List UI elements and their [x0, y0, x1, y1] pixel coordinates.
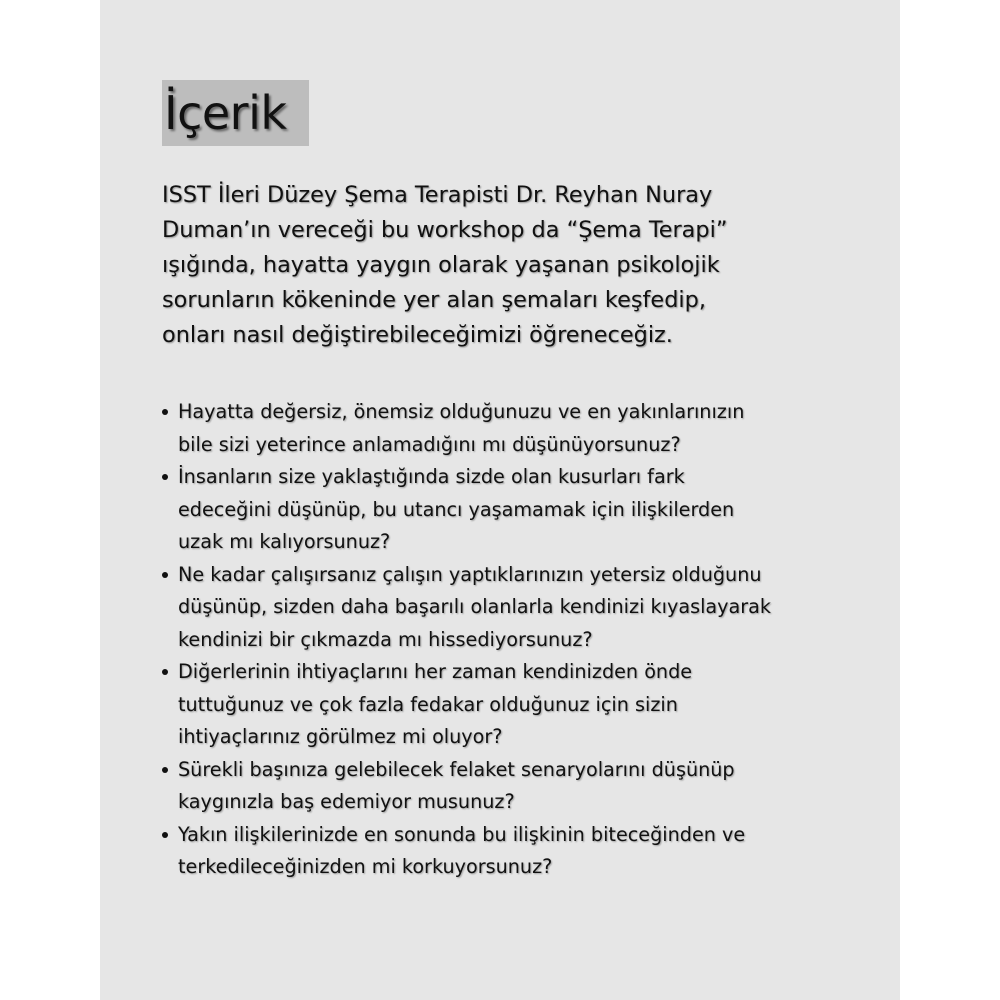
bullet-dot-icon: [162, 767, 168, 773]
list-item-line: düşünüp, sizden daha başarılı olanlarla kendinizi kıyaslayarak: [178, 595, 772, 618]
bullet-dot-icon: [162, 409, 168, 415]
bullet-dot-icon: [162, 832, 168, 838]
list-item: [162, 461, 882, 559]
bullet-dot-icon: [162, 572, 168, 578]
intro-line: onları nasıl değiştirebileceğimizi öğreneceğiz.: [162, 322, 673, 348]
intro-line: Duman’ın vereceği bu workshop da “Şema Terapi”: [162, 217, 728, 243]
list-item-line: kendinizi bir çıkmazda mı hissediyorsunuz?: [178, 627, 593, 651]
intro-line: sorunların kökeninde yer alan şemaları keşfedip,: [162, 287, 706, 313]
list-item: [162, 754, 882, 819]
list-item: [162, 819, 882, 884]
list-item: [162, 656, 882, 754]
list-item-line: tuttuğunuz ve çok fazla fedakar olduğunuz için sizin: [178, 692, 678, 716]
page-title: İçerik: [164, 86, 287, 140]
list-item-line: uzak mı kalıyorsunuz?: [178, 530, 391, 553]
intro-line: ISST İleri Düzey Şema Terapisti Dr. Reyhan Nuray: [162, 182, 713, 208]
intro-line: ışığında, hayatta yaygın olarak yaşanan psikolojik: [162, 252, 720, 278]
list-item-line: Ne kadar çalışırsanız çalışın yaptıklarınızın yetersiz olduğunu: [178, 562, 762, 586]
document-page: [100, 0, 900, 1000]
list-item-line: ihtiyaçlarınız görülmez mi oluyor?: [178, 725, 503, 748]
bullet-dot-icon: [162, 669, 168, 675]
intro-paragraph: [162, 178, 862, 353]
list-item-line: Diğerlerinin ihtiyaçlarını her zaman kendinizden önde: [178, 660, 693, 683]
bullet-list: [162, 396, 882, 884]
list-item: [162, 396, 882, 461]
list-item-line: edeceğini düşünüp, bu utancı yaşamamak için ilişkilerden: [178, 497, 735, 521]
list-item-line: bile sizi yeterince anlamadığını mı düşünüyorsunuz?: [178, 432, 681, 456]
list-item-line: İnsanların size yaklaştığında sizde olan kusurları fark: [178, 465, 685, 488]
list-item-line: Sürekli başınıza gelebilecek felaket senaryolarını düşünüp: [178, 757, 735, 781]
list-item: [162, 559, 882, 657]
list-item-line: kaygınızla baş edemiyor musunuz?: [178, 790, 515, 813]
list-item-line: Hayatta değersiz, önemsiz olduğunuzu ve en yakınlarınızın: [178, 400, 745, 423]
list-item-line: terkedileceğinizden mi korkuyorsunuz?: [178, 855, 553, 878]
list-item-line: Yakın ilişkilerinizde en sonunda bu ilişkinin biteceğinden ve: [178, 822, 746, 846]
bullet-dot-icon: [162, 474, 168, 480]
